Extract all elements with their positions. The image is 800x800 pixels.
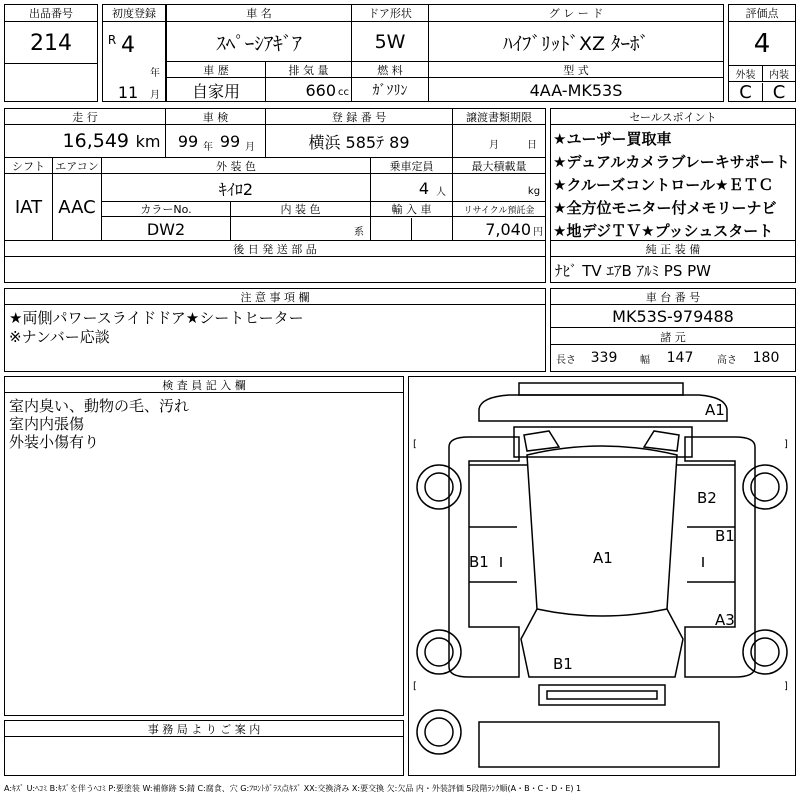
grade: ﾊｲﾌﾞﾘｯﾄﾞXZ ﾀｰﾎﾞ [502, 32, 650, 55]
displacement: 660 [305, 80, 336, 100]
model-box: 型 式 4AA-MK53S [428, 61, 724, 102]
inspection-month: 99 [219, 131, 241, 151]
caution-box: 注 意 事 項 欄 ★両側パワースライドドア★シートヒーター ※ナンバー応談 [4, 288, 546, 372]
aircon: AAC [58, 196, 96, 218]
recycle-box: リサイクル預託金 7,040 円 [452, 201, 546, 241]
width: 147 [666, 350, 694, 366]
height: 180 [752, 350, 780, 366]
later-parts-box: 後 日 発 送 部 品 [4, 240, 546, 283]
mark-right-rear: A3 [715, 611, 735, 629]
recycle-fee: 7,040 [485, 219, 531, 239]
mileage: 16,549 [62, 130, 129, 152]
equipment: ﾅﾋﾞ TV ｴｱB ｱﾙﾐ PS PW [555, 261, 711, 280]
svg-text:]: ] [784, 681, 788, 692]
inspector-box: 検 査 員 記 入 欄 室内臭い、動物の毛、汚れ 室内内張傷 外装小傷有り [4, 376, 404, 716]
car-name: ｽﾍﾟｰｼｱｷﾞｱ [216, 32, 302, 55]
mark-right-door: B1 [715, 527, 735, 545]
aircon-box: エアコン AAC [52, 157, 102, 241]
overall-score: 4 [753, 29, 771, 59]
color-number: DW2 [146, 219, 186, 239]
svg-text:]: ] [784, 439, 788, 450]
interior-score: C [762, 83, 795, 101]
registration-label: 初度登録 [103, 5, 165, 22]
transfer-box: 譲渡書類期限 月 日 [452, 108, 546, 158]
lot-number: 214 [30, 30, 72, 56]
fuel: ｶﾞｿﾘﾝ [372, 83, 408, 99]
door-type: 5W [374, 31, 406, 53]
registration-month: 11 [117, 82, 139, 102]
lot-label: 出品番号 [5, 5, 97, 22]
mark-rear: B1 [553, 655, 573, 673]
selling-point: ★地デジＴＶ★プッシュスタート [553, 221, 774, 240]
capacity: 4 [418, 178, 429, 198]
legend: A:ｷｽﾞ U:ﾍｺﾐ B:ｷｽﾞを伴うﾍｺﾐ P:要塗装 W:補修跡 S:錆 C:腐食、穴 G:ﾌﾛﾝﾄｶﾞﾗｽ点ｷｽﾞ XX:交換済み X:要交換 欠:欠品 内・外装評価 5段階ﾗﾝｸ順(A・B・C・D・E) 1 [4, 783, 582, 793]
model-code: 4AA-MK53S [529, 80, 623, 100]
era: R [107, 33, 117, 47]
office-box: 事 務 局 よ り ご 案 内 [4, 720, 404, 776]
selling-point: ★ユーザー買取車 [553, 129, 672, 148]
mark-right-front-door: B2 [697, 489, 717, 507]
selling-point: ★クルーズコントロール★ＥＴＣ [553, 175, 774, 194]
registration-box: 初度登録 R 4 年 11 月 [102, 4, 166, 102]
capacity-box: 乗車定員 4 人 [370, 157, 453, 202]
car-outline-diagram [409, 377, 795, 775]
mileage-box: 走 行 16,549 km [4, 108, 166, 158]
shift: IAT [14, 196, 43, 218]
color-no-box: カラーNo. DW2 [101, 201, 231, 241]
mark-roof: A1 [593, 549, 613, 567]
selling-point: ★デュアルカメラブレーキサポート [553, 152, 790, 171]
car-diagram [408, 376, 796, 776]
shift-box: シフト IAT [4, 157, 53, 241]
length: 339 [590, 350, 618, 366]
chassis-number: MK53S-979488 [551, 306, 795, 328]
inspector-line: 室内臭い、動物の毛、汚れ [9, 397, 190, 415]
exterior-color-box: 外 装 色 ｷｲﾛ2 [101, 157, 371, 202]
car-name-box: 車 名 ｽﾍﾟｰｼｱｷﾞｱ [166, 4, 352, 62]
inspector-line: 室内内張傷 [9, 415, 85, 433]
chassis-box: 車 台 番 号 MK53S-979488 諸 元 長さ 339 幅 147 高さ 180 [550, 288, 796, 372]
plate-box: 登 録 番 号 横浜 585ﾃ 89 [265, 108, 453, 158]
exterior-score: C [739, 81, 752, 103]
caution-line: ※ナンバー応談 [9, 328, 110, 346]
selling-point: ★全方位モニター付メモリーナビ [553, 198, 777, 217]
equipment-box: 純 正 装 備 ﾅﾋﾞ TV ｴｱB ｱﾙﾐ PS PW [550, 240, 796, 283]
mark-left-door: B1 [469, 553, 489, 571]
inspector-line: 外装小傷有り [9, 433, 100, 451]
score-box: 評価点 4 外装 内装 C C [728, 4, 796, 102]
history: 自家用 [191, 81, 240, 101]
door-box: ドア形状 5W [351, 4, 429, 62]
displacement-box: 排 気 量 660 cc [265, 61, 352, 102]
mark-front-bumper: A1 [705, 401, 725, 419]
inspection-box: 車 検 99 年 99 月 [165, 108, 266, 158]
exterior-color: ｷｲﾛ2 [218, 179, 254, 199]
caution-line: ★両側パワースライドドア★シートヒーター [9, 309, 304, 327]
svg-text:[: [ [413, 681, 417, 692]
fuel-box: 燃 料 ｶﾞｿﾘﾝ [351, 61, 429, 102]
interior-color-box: 内 装 色 系 [230, 201, 371, 241]
selling-points-box: セールスポイント ★ユーザー買取車 ★デュアルカメラブレーキサポート ★クルーズコントロール★ＥＴＣ ★全方位モニター付メモリーナビ ★地デジＴＶ★プッシュスタート [550, 108, 796, 241]
history-box: 車 歴 自家用 [166, 61, 266, 102]
grade-box: グ レ ー ド ﾊｲﾌﾞﾘｯﾄﾞXZ ﾀｰﾎﾞ [428, 4, 724, 62]
lot-box [4, 4, 98, 102]
max-load-box: 最大積載量 kg [452, 157, 546, 202]
plate-number: 横浜 585ﾃ 89 [308, 132, 410, 152]
svg-text:[: [ [413, 439, 417, 450]
inspection-year: 99 [177, 131, 199, 151]
registration-year: 4 [121, 32, 135, 58]
import-box: 輸 入 車 [370, 201, 453, 241]
